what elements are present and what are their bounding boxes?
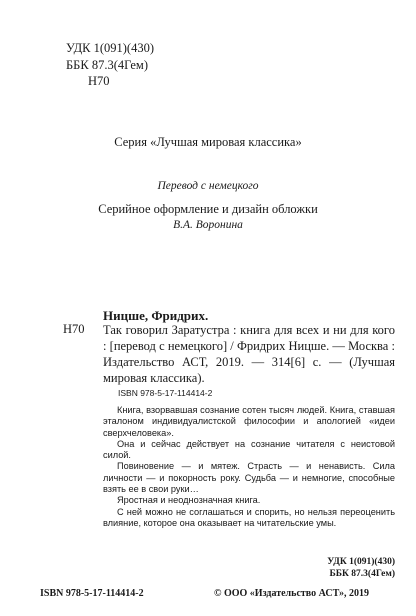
author-heading: Ницше, Фридрих. [103,308,209,323]
design-label: Серийное оформление и дизайн обложки [98,202,318,216]
translation-note: Перевод с немецкого [157,180,259,192]
annotation-paragraph: Яростная и неоднозначная книга. [117,495,261,506]
bbk-code-bottom: ББК 87.3(4Гем) [329,568,395,579]
author-index: Н70 [88,74,110,88]
design-credit [0,201,416,233]
bbk-code: ББК 87.3(4Гем) [66,57,149,72]
udk-code-bottom: УДК 1(091)(430) [327,557,395,567]
annotation-paragraph: Она и сейчас действует на сознание читателя с неистовой силой. [103,438,395,461]
isbn-line: ISBN 978-5-17-114414-2 [118,388,213,398]
footer-isbn: ISBN 978-5-17-114414-2 [40,588,144,599]
bibliographic-description: Так говорил Заратустра : книга для всех и ни для кого : [перевод с немецкого] / Фридрих Ницше. — Москва : Издательство АСТ, 2019. — 314[6] с. — (Лучшая мировая классика). [103,323,395,385]
series-title: Серия «Лучшая мировая классика» [114,135,302,149]
udk-code: УДК 1(091)(430) [66,41,154,55]
annotation-paragraph: Повиновение — и мятеж. Страсть — и ненависть. Сила личности — и покорность року. Судьба — и немногие, способные взять ее в свои руки… [103,461,395,495]
classification-codes [66,40,154,90]
classification-codes-bottom [295,557,395,580]
annotation-paragraph: С ней можно не соглашаться и спорить, но нельзя переоценить влияние, которое она оказывает на читательские умы. [103,506,395,528]
footer-copyright: © ООО «Издательство АСТ», 2019 [213,588,369,599]
annotation [103,405,395,529]
annotation-paragraph: Книга, взорвавшая сознание сотен тысяч людей. Книга, ставшая эталоном индивидуалистской философии и апологией «идеи сверхчеловека». [103,405,395,438]
design-artist: В.А. Воронина [173,219,243,231]
library-code: Н70 [63,322,85,336]
